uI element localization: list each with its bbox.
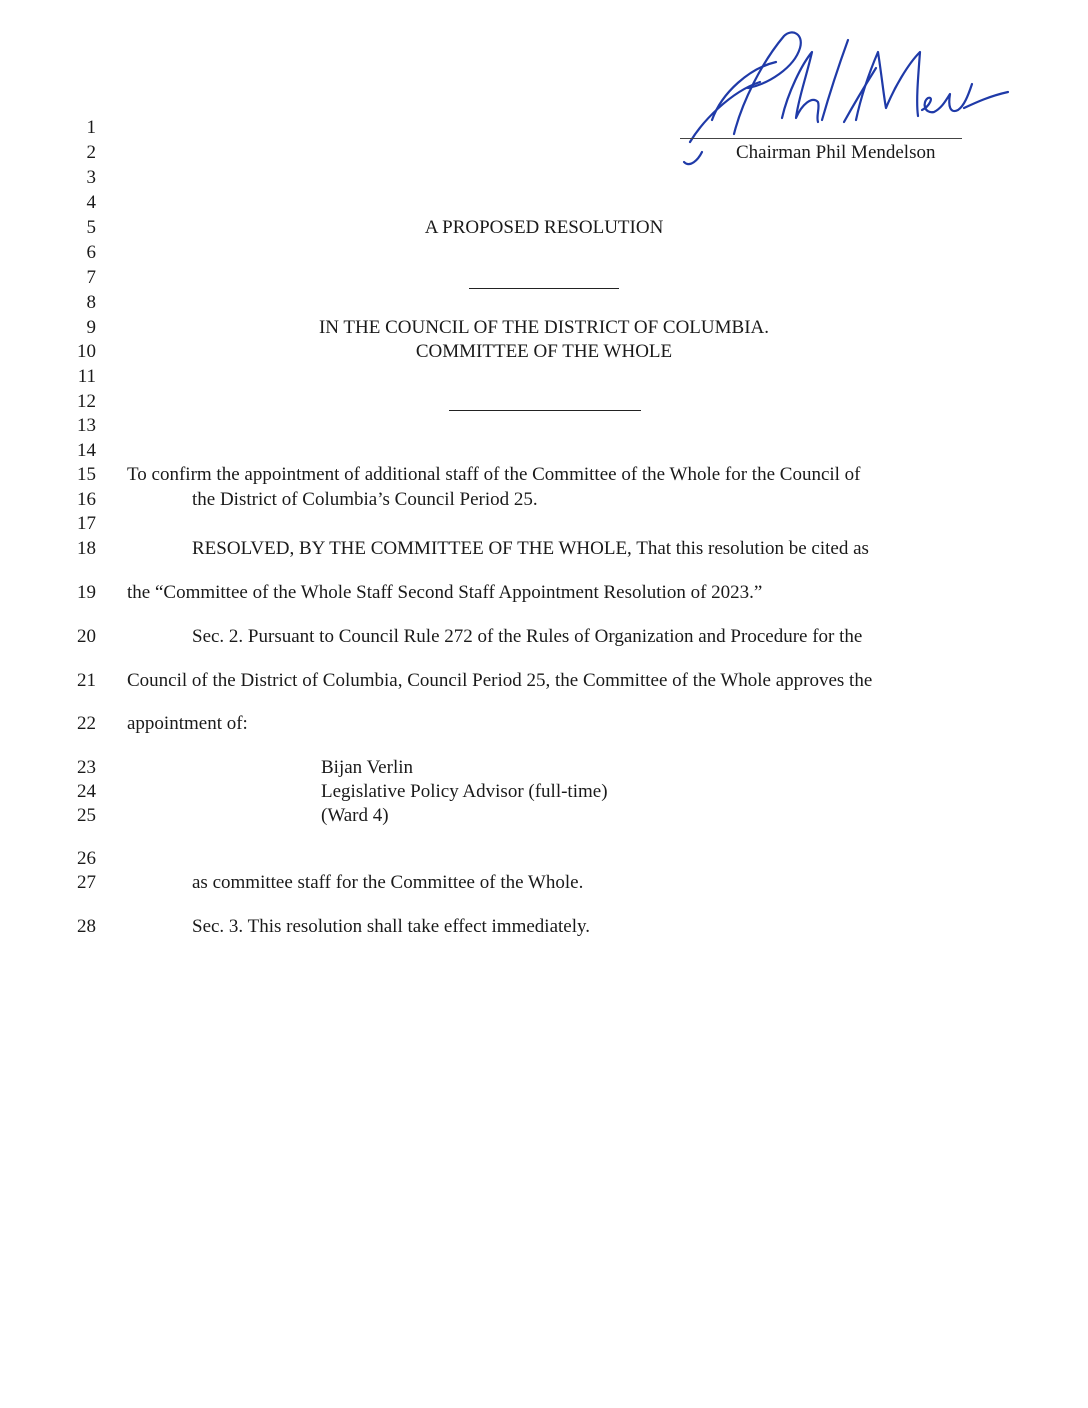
council-heading-line1: IN THE COUNCIL OF THE DISTRICT OF COLUMBIA. bbox=[318, 317, 770, 338]
line-number: 13 bbox=[77, 415, 96, 436]
signer-caption: Chairman Phil Mendelson bbox=[736, 142, 936, 163]
signature-line bbox=[680, 138, 962, 139]
line-number: 10 bbox=[77, 341, 96, 362]
line-number: 21 bbox=[77, 670, 96, 691]
section2-line1: Sec. 2. Pursuant to Council Rule 272 of the Rules of Organization and Procedure for the bbox=[192, 626, 863, 647]
line-number: 25 bbox=[77, 805, 96, 826]
line-number: 2 bbox=[86, 142, 96, 163]
appointee-position: Legislative Policy Advisor (full-time) bbox=[321, 781, 608, 802]
section1-line1: RESOLVED, BY THE COMMITTEE OF THE WHOLE, That this resolution be cited as bbox=[192, 538, 869, 559]
council-heading-line2: COMMITTEE OF THE WHOLE bbox=[415, 341, 673, 362]
line-number: 7 bbox=[86, 267, 96, 288]
resolution-title: A PROPOSED RESOLUTION bbox=[424, 217, 664, 238]
line-number: 15 bbox=[77, 464, 96, 485]
line-number: 18 bbox=[77, 538, 96, 559]
line-number: 5 bbox=[86, 217, 96, 238]
line-number: 26 bbox=[77, 848, 96, 869]
line-number: 14 bbox=[77, 440, 96, 461]
line-number: 12 bbox=[77, 391, 96, 412]
section2-line2: Council of the District of Columbia, Council Period 25, the Committee of the Whole approves the bbox=[127, 670, 873, 691]
line-number: 8 bbox=[86, 292, 96, 313]
appointee-ward: (Ward 4) bbox=[321, 805, 389, 826]
line-number: 27 bbox=[77, 872, 96, 893]
line-number: 9 bbox=[86, 317, 96, 338]
line-number: 22 bbox=[77, 713, 96, 734]
section1-line2: the “Committee of the Whole Staff Second Staff Appointment Resolution of 2023.” bbox=[127, 582, 763, 603]
purpose-line1: To confirm the appointment of additional staff of the Committee of the Whole for the Council of bbox=[127, 464, 861, 485]
section2-line3: appointment of: bbox=[127, 713, 248, 734]
closing-line: as committee staff for the Committee of the Whole. bbox=[192, 872, 584, 893]
line-number: 6 bbox=[86, 242, 96, 263]
line-number: 1 bbox=[86, 117, 96, 138]
council-rule bbox=[449, 410, 641, 411]
line-number: 3 bbox=[86, 167, 96, 188]
line-number: 28 bbox=[77, 916, 96, 937]
line-number: 11 bbox=[77, 366, 96, 387]
line-number: 16 bbox=[77, 489, 96, 510]
line-number: 24 bbox=[77, 781, 96, 802]
title-rule bbox=[469, 288, 619, 289]
line-number: 23 bbox=[77, 757, 96, 778]
appointee-name: Bijan Verlin bbox=[321, 757, 414, 778]
line-number: 19 bbox=[77, 582, 96, 603]
line-number: 20 bbox=[77, 626, 96, 647]
line-number: 4 bbox=[86, 192, 96, 213]
section3-line: Sec. 3. This resolution shall take effect immediately. bbox=[192, 916, 591, 937]
purpose-line2: the District of Columbia’s Council Period 25. bbox=[192, 489, 538, 510]
line-number: 17 bbox=[77, 513, 96, 534]
